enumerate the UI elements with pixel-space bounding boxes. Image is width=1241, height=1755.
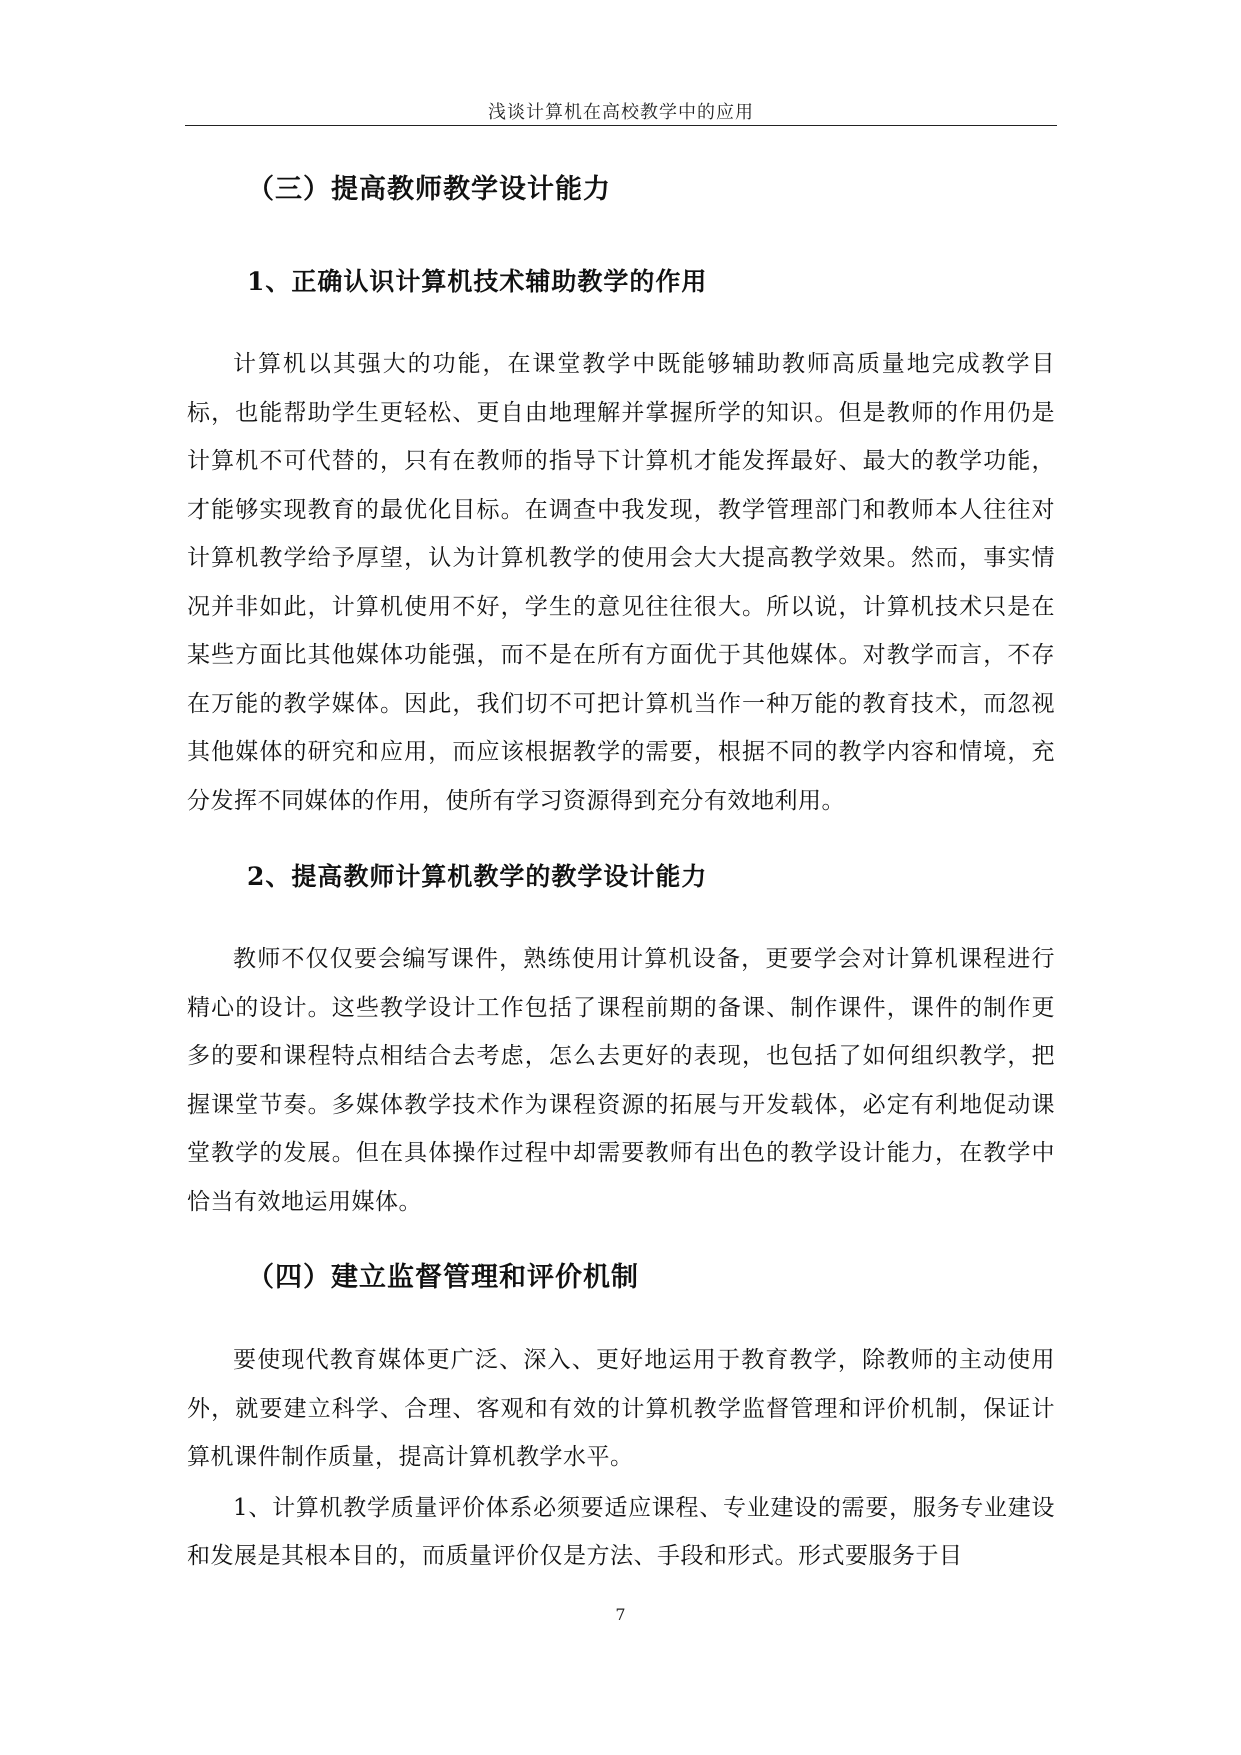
- page-body: [187, 160, 1055, 1581]
- paragraph-4-1: 要使现代教育媒体更广泛、深入、更好地运用于教育教学，除教师的主动使用外，就要建立科学、合理、客观和有效的计算机教学监督管理和评价机制，保证计算机课件制作质量，提高计算机教学水平。: [187, 1347, 1055, 1470]
- running-header: 浅谈计算机在高校教学中的应用: [488, 102, 754, 123]
- section-title-3: （三）提高教师教学设计能力: [247, 174, 611, 205]
- page-number: 7: [615, 1605, 626, 1624]
- header-rule: [185, 125, 1057, 126]
- paragraph-3-1: 计算机以其强大的功能，在课堂教学中既能够辅助教师高质量地完成教学目标，也能帮助学生更轻松、更自由地理解并掌握所学的知识。但是教师的作用仍是计算机不可代替的，只有在教师的指导下计算机才能发挥最好、最大的教学功能，才能够实现教育的最优化目标。在调查中我发现，教学管理部门和教师本人往往对计算机教学给予厚望，认为计算机教学的使用会大大提高教学效果。然而，事实情况并非如此，计算机使用不好，学生的意见往往很大。所以说，计算机技术只是在某些方面比其他媒体功能强，而不是在所有方面优于其他媒体。对教学而言，不存在万能的教学媒体。因此，我们切不可把计算机当作一种万能的教育技术，而忽视其他媒体的研究和应用，而应该根据教学的需要，根据不同的教学内容和情境，充分发挥不同媒体的作用，使所有学习资源得到充分有效地利用。: [187, 351, 1055, 814]
- paragraph-3-2: 教师不仅仅要会编写课件，熟练使用计算机设备，更要学会对计算机课程进行精心的设计。这些教学设计工作包括了课程前期的备课、制作课件，课件的制作更多的要和课程特点相结合去考虑，怎么去更好的表现，也包括了如何组织教学，把握课堂节奏。多媒体教学技术作为课程资源的拓展与开发载体，必定有利地促动课堂教学的发展。但在具体操作过程中却需要教师有出色的教学设计能力，在教学中恰当有效地运用媒体。: [187, 946, 1055, 1215]
- paragraph-4-2: 1、计算机教学质量评价体系必须要适应课程、专业建设的需要，服务专业建设和发展是其根本目的，而质量评价仅是方法、手段和形式。形式要服务于目: [187, 1494, 1055, 1569]
- section-title-4: （四）建立监督管理和评价机制: [247, 1262, 639, 1293]
- subsection-title-3-2: 2、提高教师计算机教学的教学设计能力: [247, 862, 708, 891]
- subsection-title-3-1: 1、正确认识计算机技术辅助教学的作用: [247, 267, 708, 296]
